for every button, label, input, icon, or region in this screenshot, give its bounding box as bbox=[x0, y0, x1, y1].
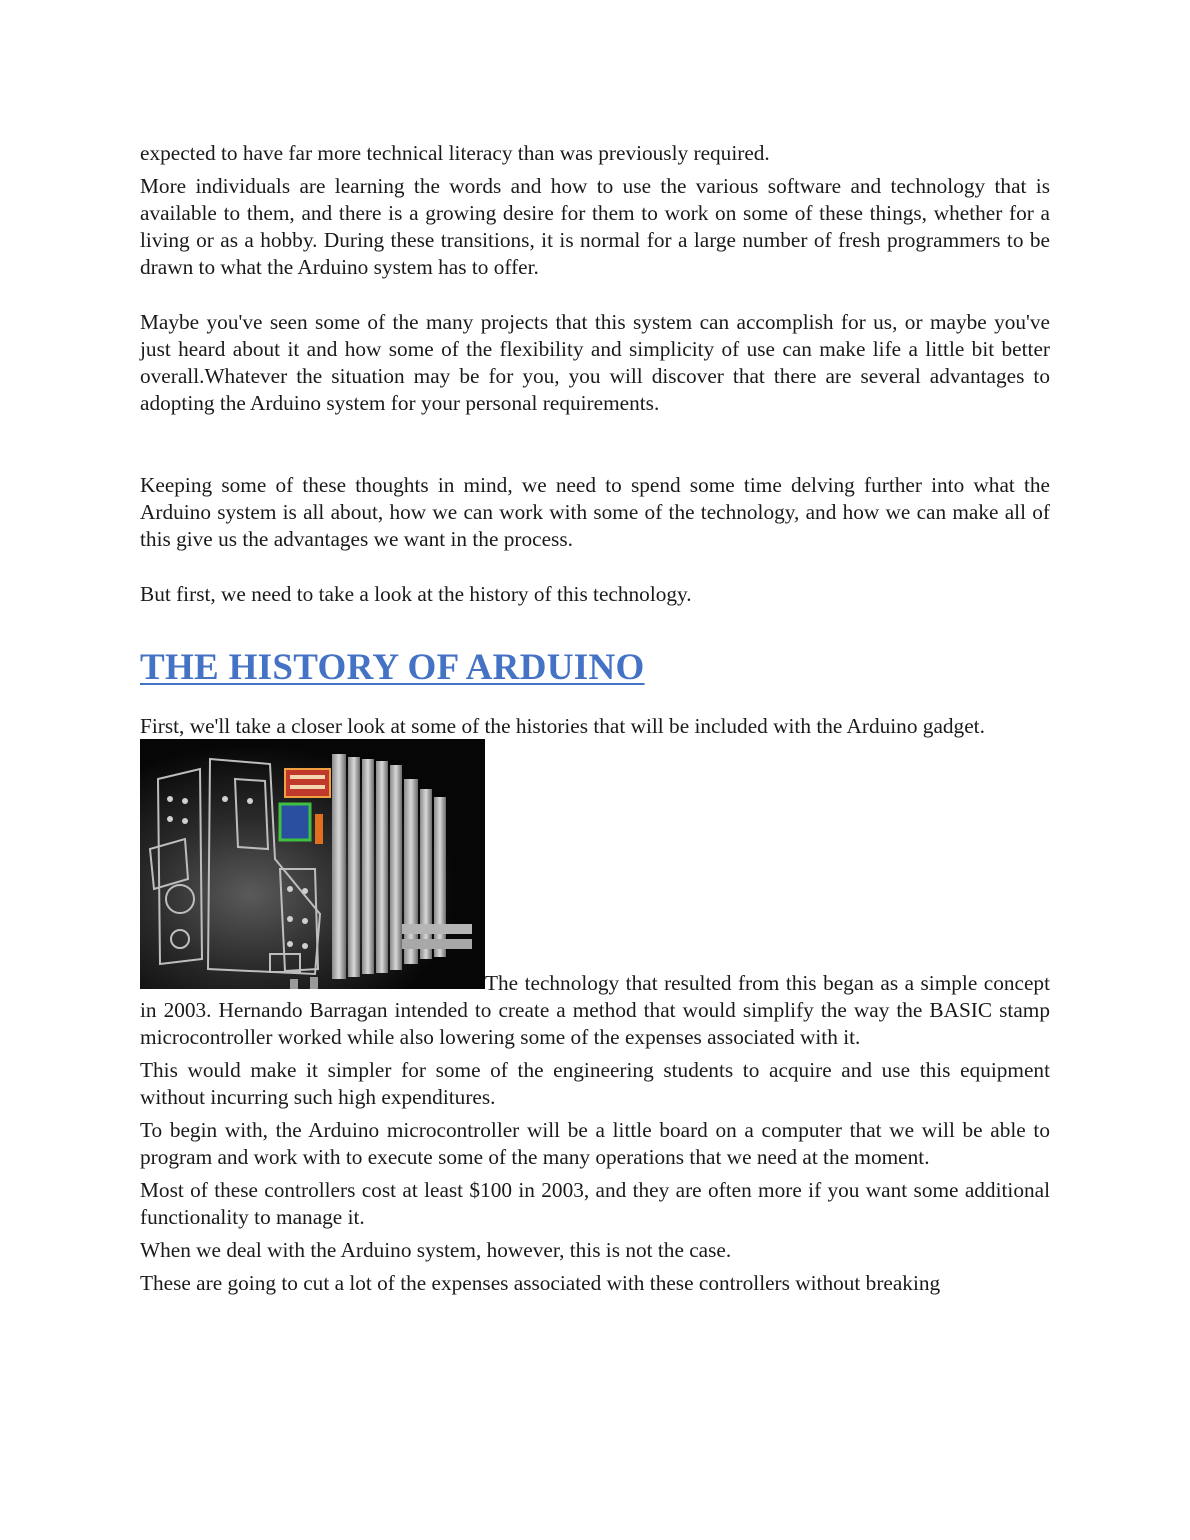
paragraph: When we deal with the Arduino system, however, this is not the case. bbox=[140, 1238, 732, 1262]
paragraph: Most of these controllers cost at least $100 in 2003, and they are often more if you want some additional functionality to manage it. bbox=[140, 1178, 1050, 1229]
paragraph: Maybe you've seen some of the many projects that this system can accomplish for us, or maybe you've just heard about it and how some of the flexibility and simplicity of use can make life a little bit better overall.Whatever the situation may be for you, you will discover that there are several advantages to adopting the Arduino system for your personal requirements. bbox=[140, 310, 1050, 415]
arduino-parts-photo bbox=[140, 739, 485, 989]
paragraph: Keeping some of these thoughts in mind, we need to spend some time delving further into what the Arduino system is all about, how we can work with some of the technology, and how we can make all of this give us the advantages we want in the process. bbox=[140, 473, 1050, 551]
paragraph: But first, we need to take a look at the history of this technology. bbox=[140, 582, 692, 606]
paragraph: The technology that resulted from this began as a simple concept in 2003. Hernando Barragan intended to create a method that would simplify the way the BASIC stamp microcontroller worked while also lowering some of the expenses associated with it. bbox=[140, 971, 1050, 1049]
paragraph: This would make it simpler for some of the engineering students to acquire and use this equipment without incurring such high expenditures. bbox=[140, 1058, 1050, 1109]
paragraph: To begin with, the Arduino microcontroller will be a little board on a computer that we will be able to program and work with to execute some of the many operations that we need at the moment. bbox=[140, 1118, 1050, 1169]
paragraph: These are going to cut a lot of the expenses associated with these controllers without breaking bbox=[140, 1271, 941, 1295]
section-heading: THE HISTORY OF ARDUINO bbox=[140, 647, 645, 688]
paragraph: First, we'll take a closer look at some of the histories that will be included with the Arduino gadget. bbox=[140, 714, 985, 738]
image-paragraph bbox=[140, 740, 1050, 1051]
paragraph: More individuals are learning the words and how to use the various software and technology that is available to them, and there is a growing desire for them to work on some of these things, whether for a living or as a hobby. During these transitions, it is normal for a large number of fresh programmers to be drawn to what the Arduino system has to offer. bbox=[140, 174, 1050, 279]
document-page bbox=[140, 140, 1050, 1297]
paragraph: expected to have far more technical literacy than was previously required. bbox=[140, 141, 770, 165]
